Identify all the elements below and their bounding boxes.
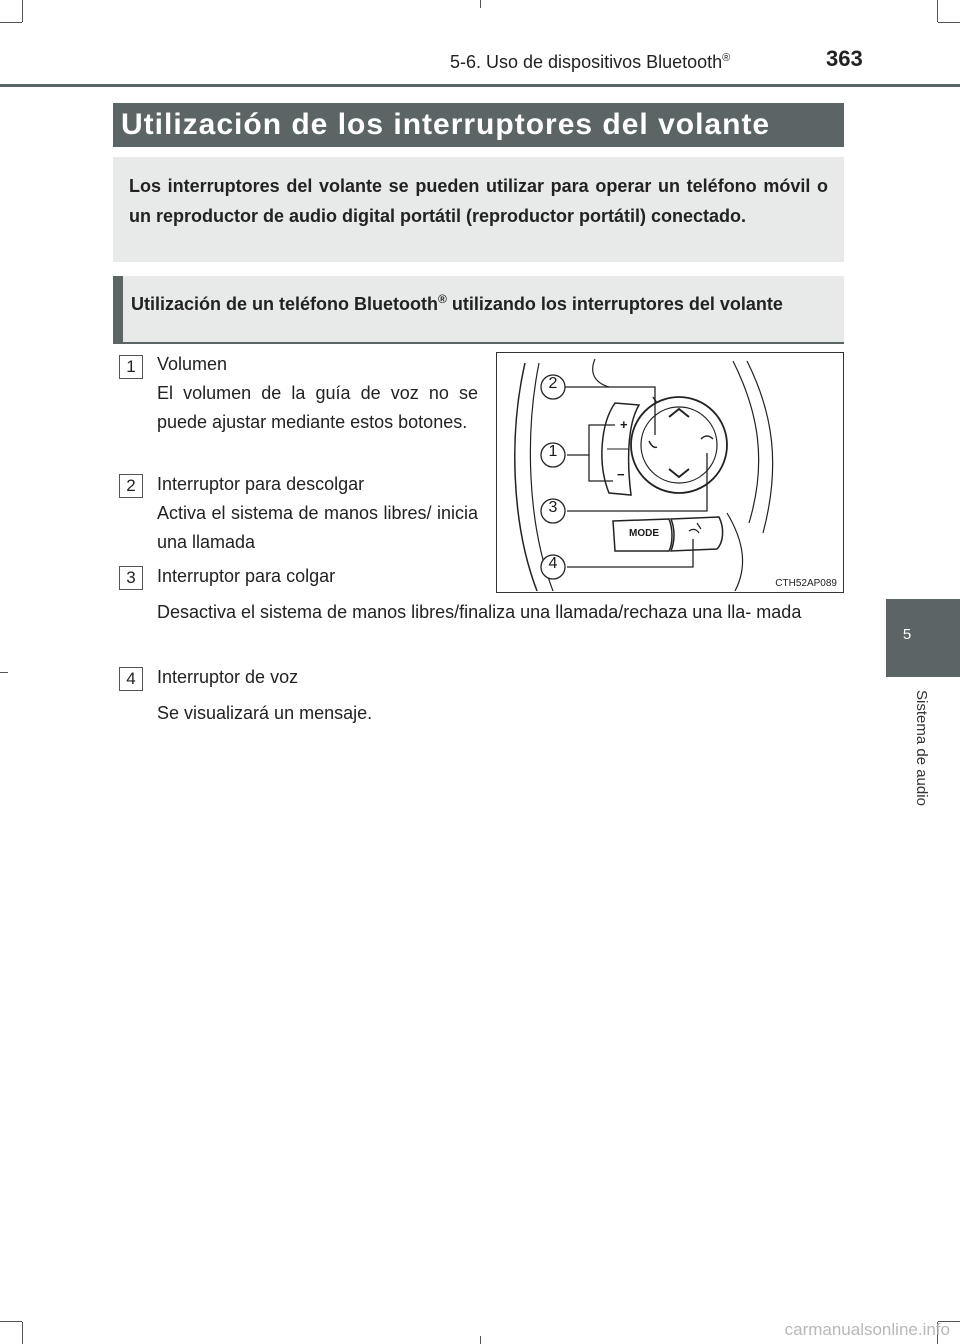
subsection-rule (113, 342, 844, 344)
page-title: Utilización de los interruptores del volante (113, 103, 844, 147)
figure-code: CTH52AP089 (775, 578, 837, 589)
header-rule (0, 84, 960, 87)
registered-mark: ® (437, 292, 447, 306)
crop-mark (938, 22, 960, 23)
item-title-1: Volumen (157, 354, 228, 374)
page-number: 363 (826, 46, 863, 71)
watermark: carmanualsonline.info (784, 1320, 950, 1339)
crop-mark (0, 672, 8, 673)
intro-box: Los interruptores del volante se pueden utilizar para operar un teléfono móvil o un reproductor de audio digital portátil (reproductor portátil) conectado. (113, 157, 844, 262)
steering-switch-illustration (496, 352, 844, 593)
subsection-heading (113, 276, 844, 342)
item-number-2: 2 (119, 474, 143, 498)
item-number-4: 4 (119, 667, 143, 691)
crop-mark (0, 1321, 22, 1322)
callout-2: 2 (548, 375, 558, 392)
mode-label: MODE (629, 528, 659, 539)
item-text-3: Desactiva el sistema de manos libres/finaliza una llamada/rechaza una lla- mada (157, 602, 802, 622)
registered-mark: ® (722, 52, 731, 64)
item-title-2: Interruptor para descolgar (157, 474, 365, 494)
chapter-number: 5 (902, 626, 912, 643)
chapter-label: Sistema de audio (913, 690, 930, 806)
section-reference (450, 52, 730, 73)
volume-up-label: + (620, 417, 628, 432)
callout-4: 4 (548, 555, 558, 572)
item-text-4: Se visualizará un mensaje. (157, 703, 373, 723)
callout-3: 3 (548, 499, 558, 516)
crop-mark (22, 0, 23, 22)
crop-mark (937, 0, 938, 22)
callout-1: 1 (548, 443, 558, 460)
subsection-title-part2: utilizando los interruptores del volante (446, 294, 783, 314)
item-title-4: Interruptor de voz (157, 667, 299, 687)
crop-mark (480, 1336, 481, 1344)
crop-mark (22, 1322, 23, 1344)
item-number-1: 1 (119, 355, 143, 379)
volume-down-label: − (617, 467, 625, 482)
crop-mark (0, 22, 22, 23)
section-reference-text: 5-6. Uso de dispositivos Bluetooth (450, 52, 723, 72)
item-title-3: Interruptor para colgar (157, 566, 336, 586)
item-text-1: El volumen de la guía de voz no se puede ajustar mediante estos botones. (157, 383, 478, 432)
subsection-title-part1: Utilización de un teléfono Bluetooth (131, 294, 438, 314)
item-text-2: Activa el sistema de manos libres/ inicia una llamada (157, 503, 478, 552)
item-number-3: 3 (119, 566, 143, 590)
crop-mark (480, 0, 481, 8)
